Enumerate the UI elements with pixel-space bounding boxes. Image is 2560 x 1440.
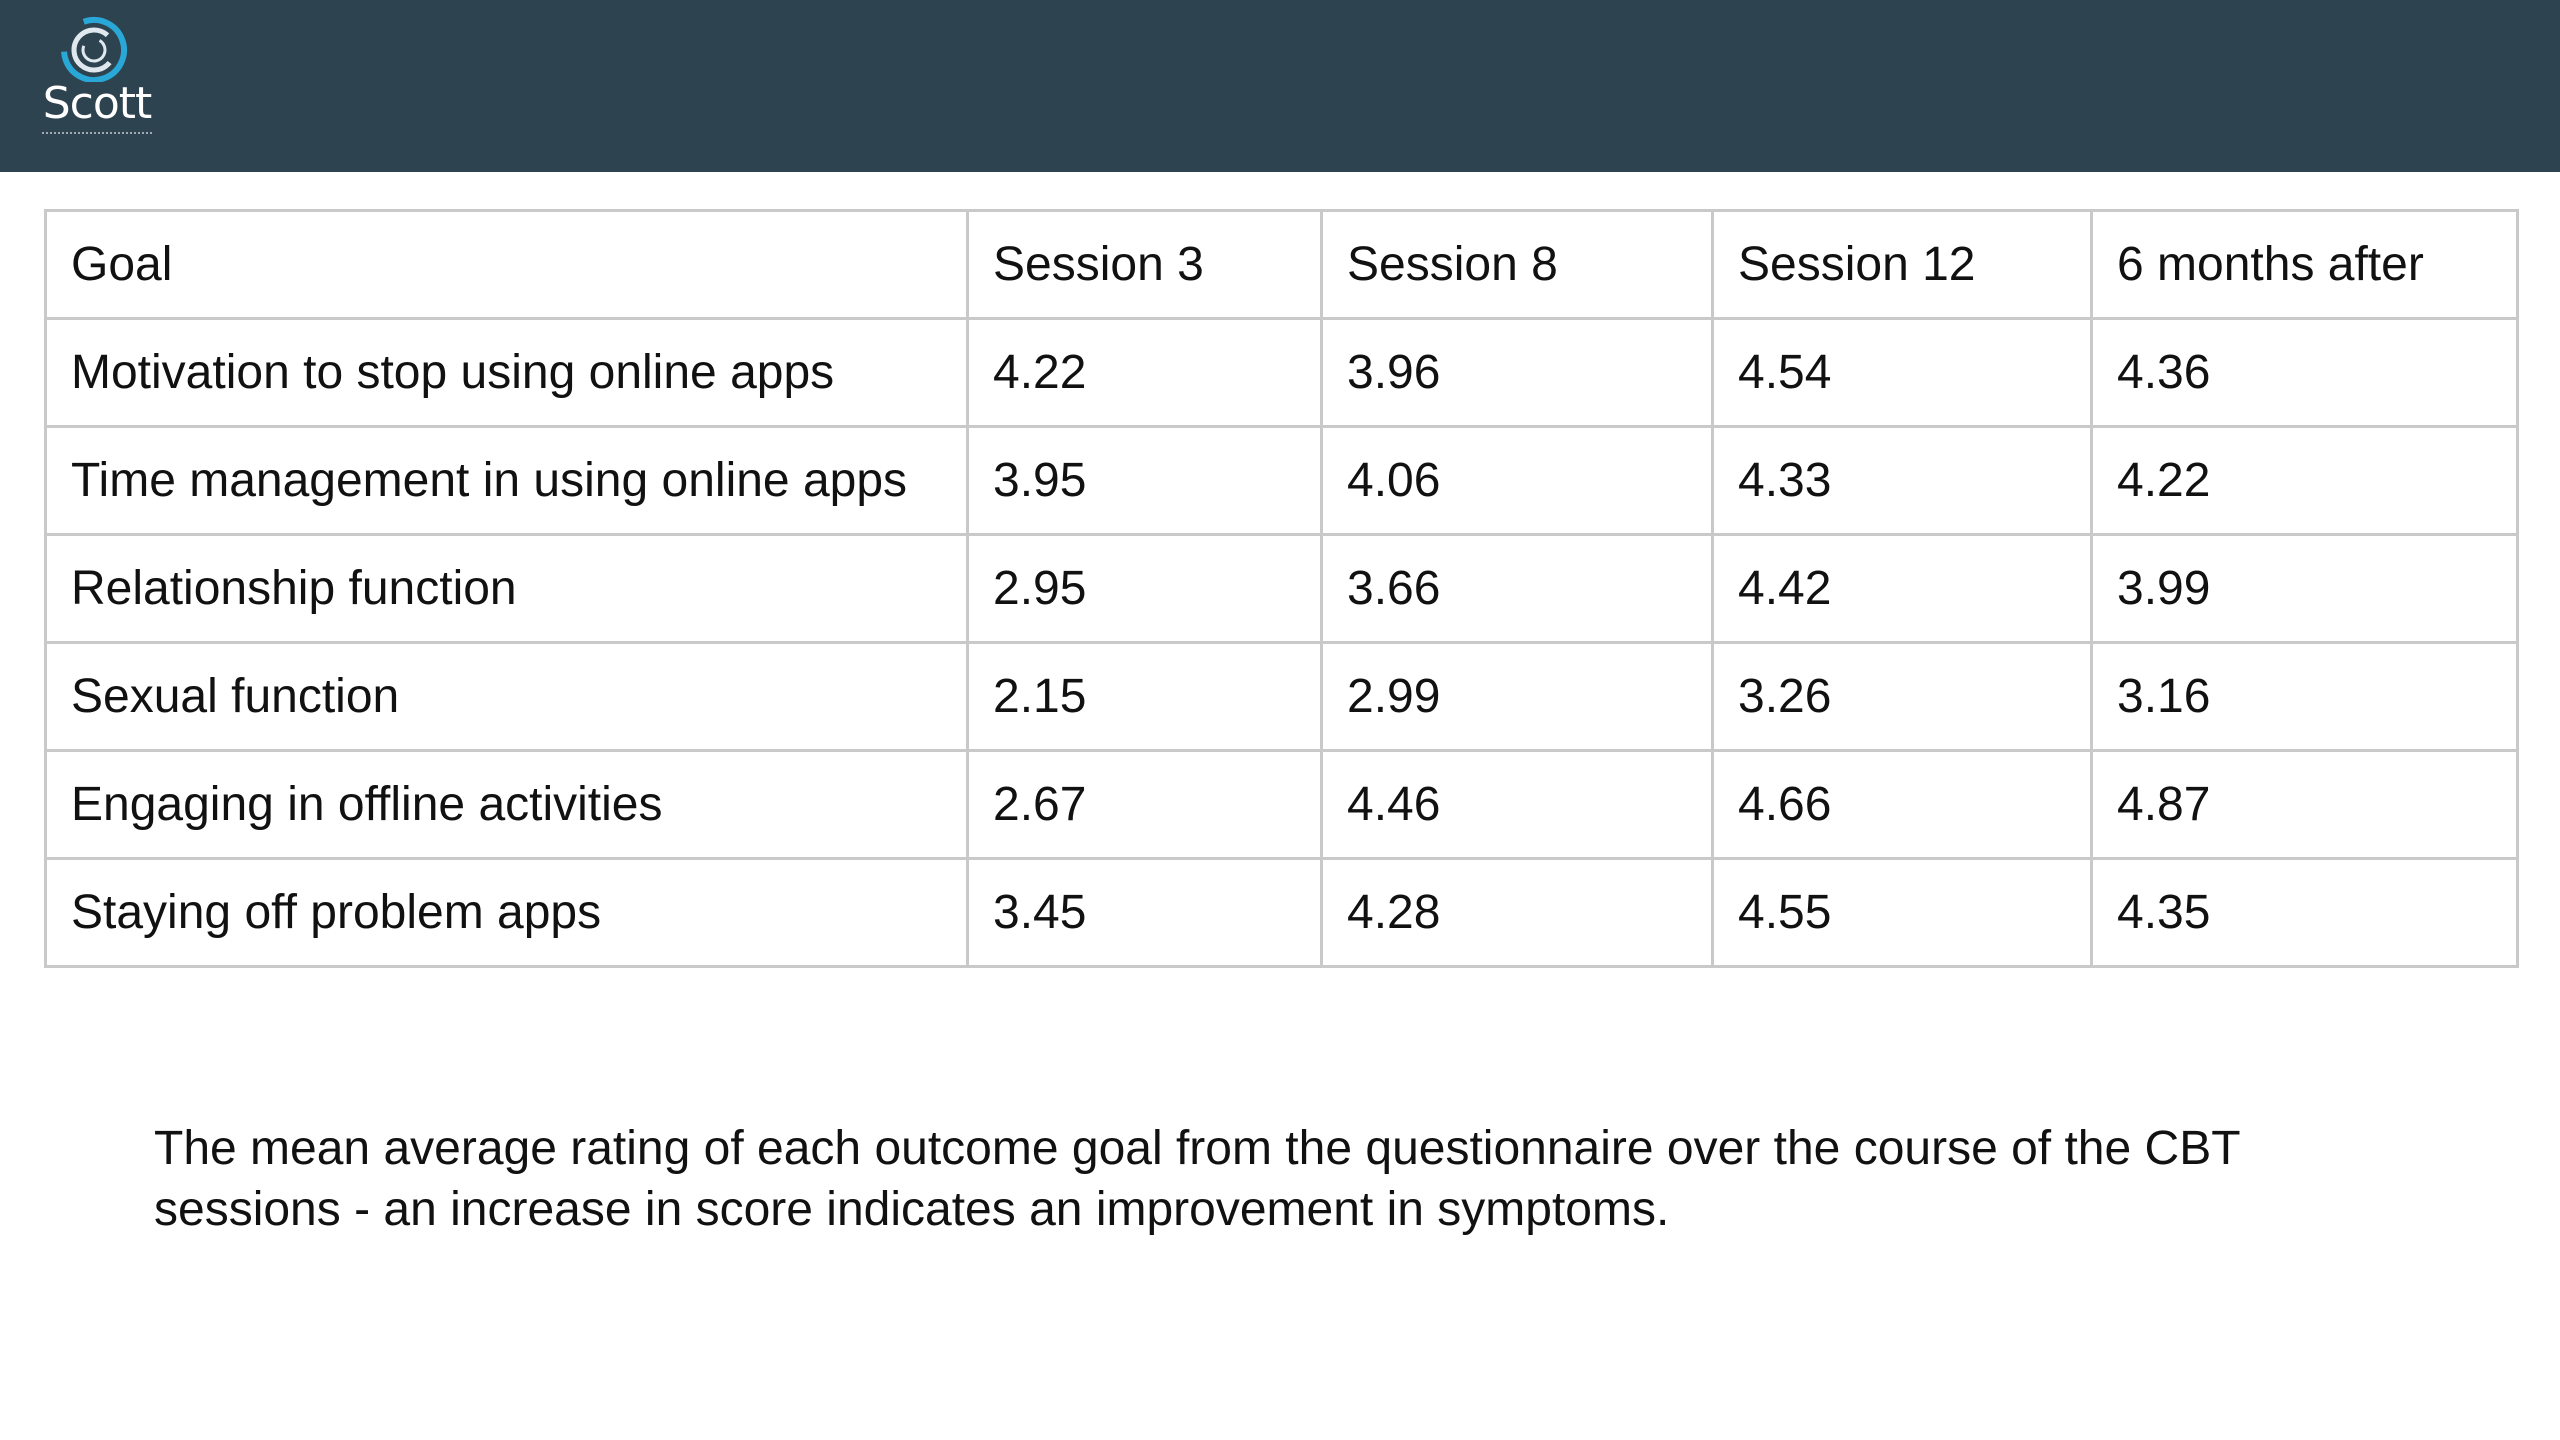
value-cell: 2.99 [1322, 643, 1713, 751]
goal-cell: Engaging in offline activities [46, 751, 968, 859]
value-cell: 4.46 [1322, 751, 1713, 859]
scott-spiral-logo-icon [38, 12, 156, 82]
column-header-session-8: Session 8 [1322, 211, 1713, 319]
value-cell: 2.15 [968, 643, 1322, 751]
value-cell: 4.55 [1713, 859, 2092, 967]
goal-cell: Time management in using online apps [46, 427, 968, 535]
value-cell: 4.42 [1713, 535, 2092, 643]
header-bar [0, 0, 2560, 172]
table-caption: The mean average rating of each outcome goal from the questionnaire over the course of the CBT sessions - an increase in score indicates an improvement in symptoms. [154, 1122, 2240, 1236]
column-header-session-12: Session 12 [1713, 211, 2092, 319]
table-row [46, 643, 2518, 751]
goals-table [44, 209, 2519, 968]
table-row [46, 859, 2518, 967]
value-cell: 4.22 [2092, 427, 2518, 535]
value-cell: 4.28 [1322, 859, 1713, 967]
table-row [46, 427, 2518, 535]
goal-cell: Sexual function [46, 643, 968, 751]
value-cell: 4.06 [1322, 427, 1713, 535]
value-cell: 3.26 [1713, 643, 2092, 751]
goal-cell: Staying off problem apps [46, 859, 968, 967]
goal-cell: Motivation to stop using online apps [46, 319, 968, 427]
value-cell: 4.36 [2092, 319, 2518, 427]
table-row [46, 535, 2518, 643]
logo-tagline-line [42, 132, 152, 137]
scott-logo [38, 12, 156, 142]
value-cell: 4.87 [2092, 751, 2518, 859]
column-header-goal: Goal [46, 211, 968, 319]
table-row [46, 751, 2518, 859]
value-cell: 2.95 [968, 535, 1322, 643]
value-cell: 3.45 [968, 859, 1322, 967]
value-cell: 2.67 [968, 751, 1322, 859]
goal-cell: Relationship function [46, 535, 968, 643]
value-cell: 4.35 [2092, 859, 2518, 967]
column-header-6-months-after: 6 months after [2092, 211, 2518, 319]
value-cell: 3.66 [1322, 535, 1713, 643]
column-header-session-3: Session 3 [968, 211, 1322, 319]
table-row [46, 319, 2518, 427]
value-cell: 3.16 [2092, 643, 2518, 751]
value-cell: 3.96 [1322, 319, 1713, 427]
value-cell: 4.22 [968, 319, 1322, 427]
value-cell: 4.33 [1713, 427, 2092, 535]
value-cell: 3.99 [2092, 535, 2518, 643]
table-header-row [46, 211, 2518, 319]
value-cell: 3.95 [968, 427, 1322, 535]
value-cell: 4.66 [1713, 751, 2092, 859]
logo-wordmark: Scott [42, 78, 152, 129]
value-cell: 4.54 [1713, 319, 2092, 427]
